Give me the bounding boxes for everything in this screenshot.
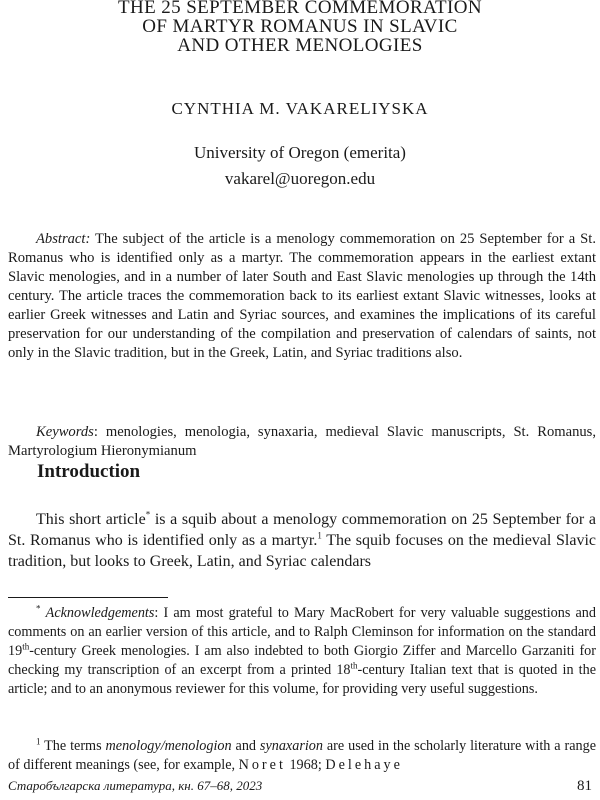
footnote-text: : I am most grateful to Mary MacRobert for very valuable suggestions and comments on an earlier version of this article, and to Ralph Cleminson for information on the standard 19 <box>8 605 596 659</box>
intro-text: This short article <box>36 511 146 528</box>
abstract-label: Abstract: <box>36 231 91 247</box>
section-heading-introduction: Introduction <box>37 461 141 482</box>
footnote-text: -century Greek menologies. I am also indebted to both Giorgio Ziffer and Marcello Garzaniti for checking my transcription of an excerpt from a printed 18 <box>8 643 596 678</box>
page-footer <box>8 778 592 796</box>
footnote-text: The terms <box>40 738 106 754</box>
journal-citation: Старобългарска литература, кн. 67–68, 2023 <box>8 778 263 793</box>
page-number: 81 <box>577 778 592 794</box>
title-line: AND OTHER MENOLOGIES <box>177 35 423 56</box>
author-name: CYNTHIA M. VAKARELIYSKA <box>171 99 429 118</box>
ordinal-suffix: th <box>22 641 30 652</box>
footnote-acknowledgements <box>8 604 596 699</box>
footnote-mark: 1 <box>36 736 41 747</box>
introduction-paragraph <box>8 509 596 572</box>
keywords-text: : menologies, menologia, synaxaria, medieval Slavic manuscripts, St. Romanus, Martyrologium Hieronymianum <box>8 424 596 459</box>
term: synaxarion <box>259 738 323 754</box>
title-line: THE 25 SEPTEMBER COMMEMORATION <box>117 0 483 18</box>
footnote-ref[interactable]: 1 <box>317 530 322 541</box>
article-title <box>0 0 600 55</box>
abstract-paragraph <box>8 230 596 363</box>
footnote-text: -century Italian text that is quoted in the article; and to an anonymous reviewer for this volume, for providing very useful suggestions. <box>8 662 597 697</box>
cited-author: Noret <box>238 757 286 773</box>
cited-author: Delehaye <box>325 757 403 773</box>
ordinal-suffix: th <box>350 660 358 671</box>
intro-text: The squib focuses on the medieval Slavic tradition, but looks to Greek, Latin, and Syriac calendars <box>8 532 597 570</box>
footnote-label: Acknowledgements <box>45 605 155 621</box>
footnote-text: and <box>231 738 260 754</box>
footnote-text: are used in the scholarly literature with a range of different meanings (see, for example, <box>8 738 596 773</box>
footnote-text: 1968; <box>285 757 326 773</box>
footnote-ref[interactable]: * <box>145 509 151 520</box>
footnote-divider <box>8 597 168 598</box>
keywords-paragraph <box>8 423 596 461</box>
author-email[interactable]: vakarel@uoregon.edu <box>224 169 376 188</box>
author-affiliation: University of Oregon (emerita) <box>194 143 406 162</box>
footnote-1 <box>8 737 596 775</box>
term: menology/menologion <box>105 738 232 754</box>
title-line: OF MARTYR ROMANUS IN SLAVIC <box>142 16 458 37</box>
keywords-label: Keywords <box>36 424 94 440</box>
intro-text: is a squib about a menology commemoration on 25 September for a St. Romanus who is identified only as a martyr. <box>8 511 597 549</box>
abstract-text: The subject of the article is a menology commemoration on 25 September for a St. Romanus who is identified only as a martyr. The commemoration appears in the earliest extant Slavic menologies, and in a number of later South and East Slavic menologies up through the 14th century. The article traces the commemoration back to its earliest extant Slavic witnesses, looks at earlier Greek witnesses and Latin and Syriac sources, and examines the implications of its careful preservation for our understanding of the compilation and preservation of calendars of saints, not only in the Slavic tradition, but in the Greek, Latin, and Syriac traditions also. <box>8 231 596 361</box>
footnote-mark: * <box>36 603 41 614</box>
